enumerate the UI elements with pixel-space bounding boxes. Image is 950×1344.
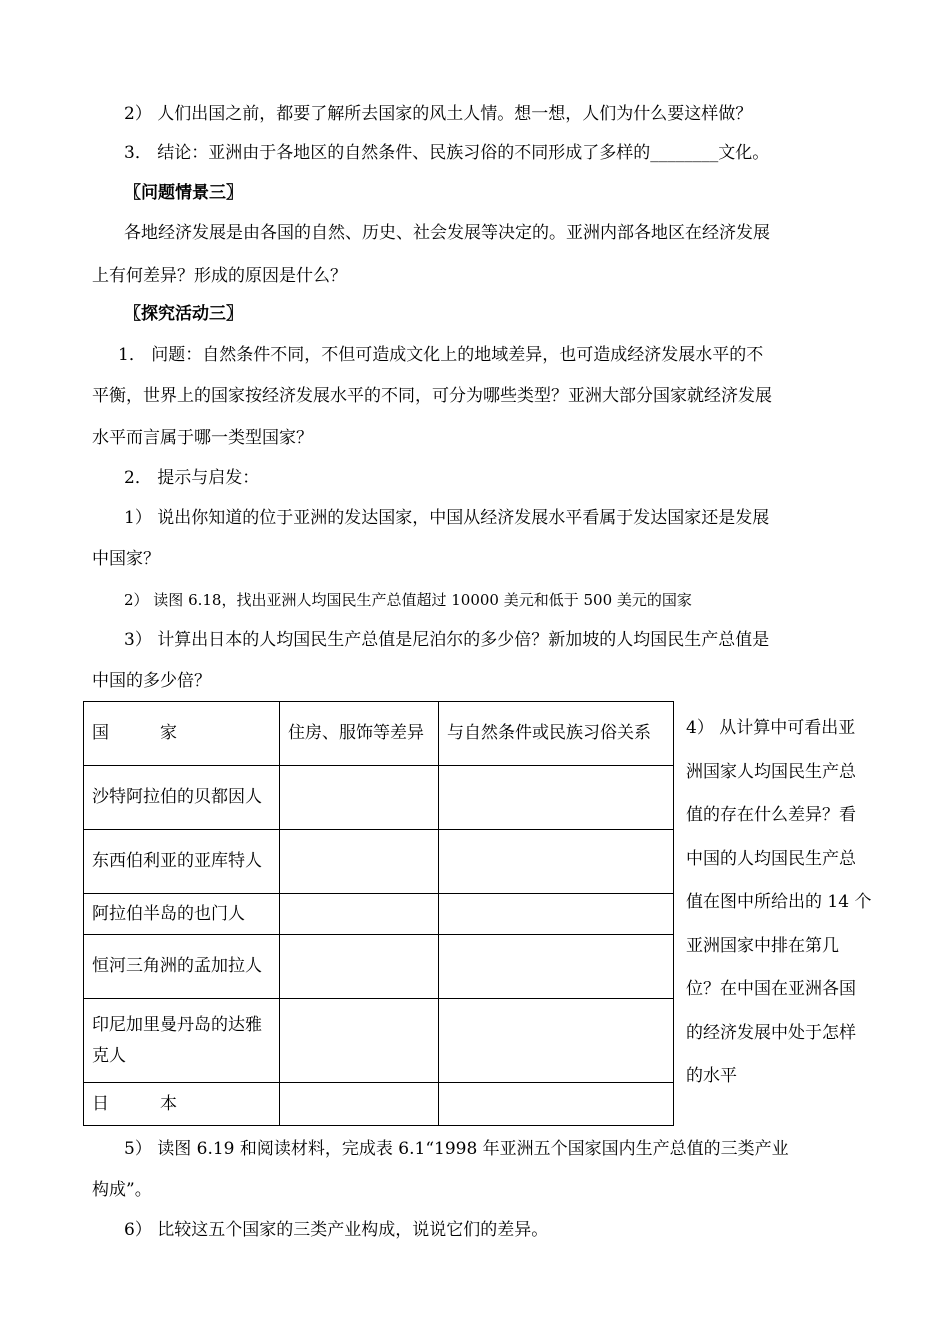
section-heading-activity-3: 〖探究活动三〗 [124,304,243,324]
table-cell-empty[interactable] [439,766,674,830]
hint-1-line-2: 中国家？ [92,549,160,569]
hint-2: 2） 读图 6.18，找出亚洲人均国民生产总值超过 10000 美元和低于 500 美元的国家 [124,591,692,609]
paragraph-2: 2） 人们出国之前，都要了解所去国家的风土人情。想一想，人们为什么要这样做？ [124,104,753,124]
culture-comparison-table [83,701,674,1126]
table-cell-empty[interactable] [280,935,439,999]
table-row [84,830,674,894]
table-header-differences: 住房、服饰等差异 [280,702,439,766]
section-heading-problem-3: 〖问题情景三〗 [124,183,243,203]
question-line-3: 水平而言属于哪一类型国家？ [92,428,313,448]
table-cell-empty[interactable] [280,830,439,894]
table-cell-empty[interactable] [439,935,674,999]
table-header-relation: 与自然条件或民族习俗关系 [439,702,674,766]
table-header-country: 国 家 [84,702,280,766]
table-cell-empty[interactable] [280,766,439,830]
table-cell-empty[interactable] [439,999,674,1083]
problem-text-line-2: 上有何差异？形成的原因是什么？ [92,266,347,286]
table-cell-empty[interactable] [439,830,674,894]
question-line-1: 1． 问题：自然条件不同，不但可造成文化上的地域差异，也可造成经济发展水平的不 [118,345,764,365]
hint-1-line-1: 1） 说出你知道的位于亚洲的发达国家，中国从经济发展水平看属于发达国家还是发展 [124,508,770,528]
table-row-label: 印尼加里曼丹岛的达雅克人 [84,999,280,1083]
conclusion-line: 3． 结论：亚洲由于各地区的自然条件、民族习俗的不同形成了多样的________文化。 [124,143,770,163]
hint-5-line-2: 构成”。 [92,1180,152,1200]
hint-3-line-2: 中国的多少倍？ [92,671,211,691]
hint-heading: 2． 提示与启发： [124,468,260,488]
table-row [84,1083,674,1126]
hint-3-line-1: 3） 计算出日本的人均国民生产总值是尼泊尔的多少倍？新加坡的人均国民生产总值是 [124,630,770,650]
side-note-hint-4: 4） 从计算中可看出亚洲国家人均国民生产总值的存在什么差异？看中国的人均国民生产总值在图中所给出的 14 个亚洲国家中排在第几位？在中国在亚洲各国的经济发展中处于怎样的水平 [686,718,872,1086]
table-cell-empty[interactable] [280,1083,439,1126]
table-row [84,999,674,1083]
problem-text-line-1: 各地经济发展是由各国的自然、历史、社会发展等决定的。亚洲内部各地区在经济发展 [124,223,770,243]
question-line-2: 平衡，世界上的国家按经济发展水平的不同，可分为哪些类型？亚洲大部分国家就经济发展 [92,386,772,406]
table-cell-empty[interactable] [280,894,439,935]
table-row [84,894,674,935]
table-row [84,766,674,830]
table-row-label: 阿拉伯半岛的也门人 [84,894,280,935]
table-row-label: 沙特阿拉伯的贝都因人 [84,766,280,830]
table-cell-empty[interactable] [439,894,674,935]
table-header-row [84,702,674,766]
table-cell-empty[interactable] [439,1083,674,1126]
table-row-label: 日 本 [84,1083,280,1126]
table-cell-empty[interactable] [280,999,439,1083]
table-row-label: 东西伯利亚的亚库特人 [84,830,280,894]
table-row [84,935,674,999]
hint-5-line-1: 5） 读图 6.19 和阅读材料，完成表 6.1“1998 年亚洲五个国家国内生产总值的三类产业 [124,1139,789,1159]
hint-6: 6） 比较这五个国家的三类产业构成，说说它们的差异。 [124,1220,549,1240]
table-row-label: 恒河三角洲的孟加拉人 [84,935,280,999]
